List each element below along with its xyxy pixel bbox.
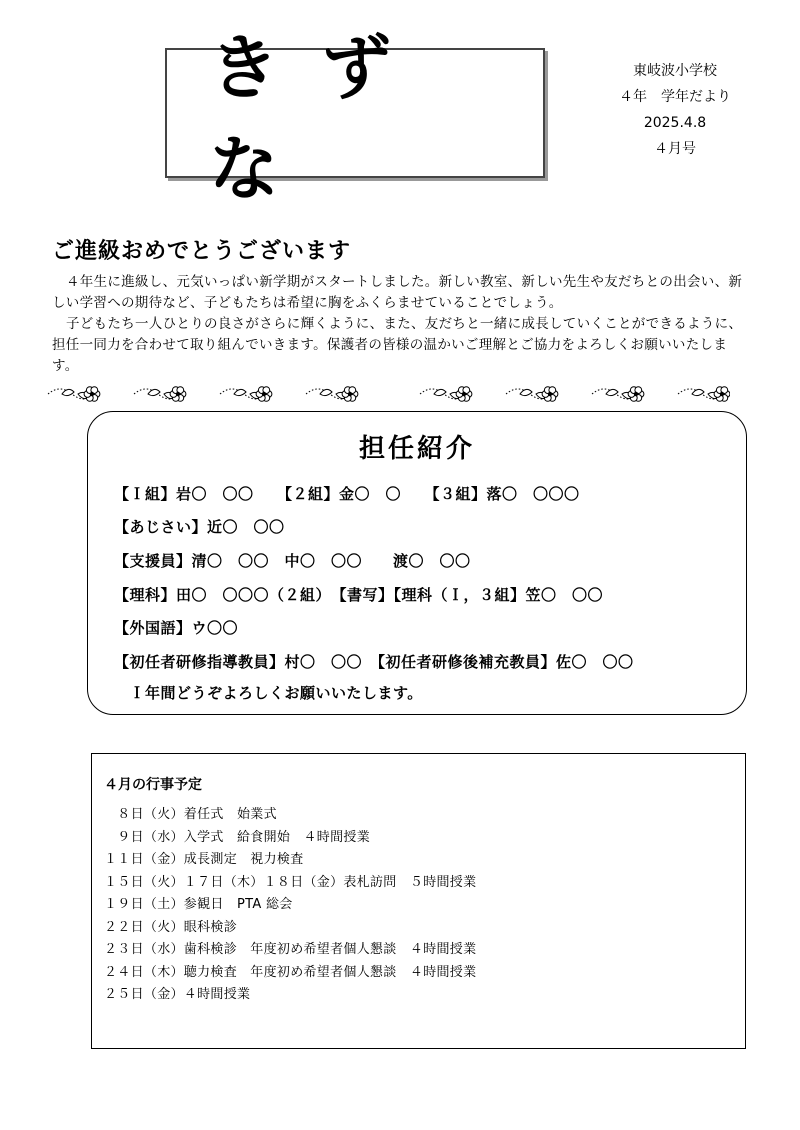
events-title: ４月の行事予定 [104,777,202,793]
teacher-line: 【支援員】清〇 〇〇 中〇 〇〇 渡〇 〇〇 [114,552,471,570]
newsletter-title: きずな [209,27,433,210]
flower-vine-icon [38,382,378,406]
event-item: ２４日（木）聴力検査 年度初め希望者個人懇談 ４時間授業 [104,964,477,980]
greeting-paragraph: 子どもたち一人ひとりの良さがさらに輝くように、また、友だちと一緒に成長していくことができるように、担任一同力を合わせて取り組んでいきます。保護者の皆様の温かいご理解とご協力をよろしくお願いいたします。 [52,316,743,374]
event-item: ８日（火）着任式 始業式 [104,807,277,822]
teacher-introduction-title: 担任紹介 [358,434,475,464]
greeting-heading: ご進級おめでとうございます [52,239,352,264]
teacher-line: 【外国語】ウ〇〇 [114,619,239,637]
events-list [104,804,476,1007]
issue-number: ４月号 [654,141,696,157]
teacher-line: 【理科】田〇 〇〇〇（２組） 【書写】【理科（Ｉ，３組】笠〇 〇〇 [114,586,604,604]
greeting-paragraph: ４年生に進級し、元気いっぱい新学期がスタートしました。新しい教室、新しい先生や友だちとの出会い、新しい学習への期待など、子どもたちは希望に胸をふくらませていることでしょう。 [52,274,743,311]
teacher-line: 【初任者研修指導教員】村〇 〇〇 【初任者研修後補充教員】佐〇 〇〇 [114,653,634,671]
grade-letter-label: ４年 学年だより [619,89,731,105]
teacher-introduction-box [87,411,747,715]
header-info [605,58,745,162]
newsletter-title-box [165,27,545,210]
event-item: ９日（水）入学式 給食開始 ４時間授業 [104,829,371,845]
event-item: ２５日（金）４時間授業 [104,987,251,1002]
teacher-line: 【Ｉ組】岩〇 〇〇 【２組】金〇 〇 【３組】落〇 〇〇〇 [114,485,580,503]
event-item: １９日（土）参観日 PTA 総会 [104,897,293,912]
school-name: 東岐波小学校 [633,63,717,79]
event-item: ２２日（火）眼科検診 [104,919,238,935]
greeting-body [52,272,752,377]
teacher-closing-line: Ｉ年間どうぞよろしくお願いいたします。 [114,684,423,702]
flower-vine-icon [410,382,730,406]
issue-date: 2025.4.8 [643,115,707,131]
teacher-line: 【あじさい】近〇 〇〇 [114,518,285,536]
event-item: ２３日（水）歯科検診 年度初め希望者個人懇談 ４時間授業 [104,942,477,957]
event-item: １１日（金）成長測定 視力検査 [104,852,304,867]
event-item: １５日（火）１７日（木）１８日（金）表札訪問 ５時間授業 [104,874,477,890]
events-schedule-box [91,753,746,1049]
